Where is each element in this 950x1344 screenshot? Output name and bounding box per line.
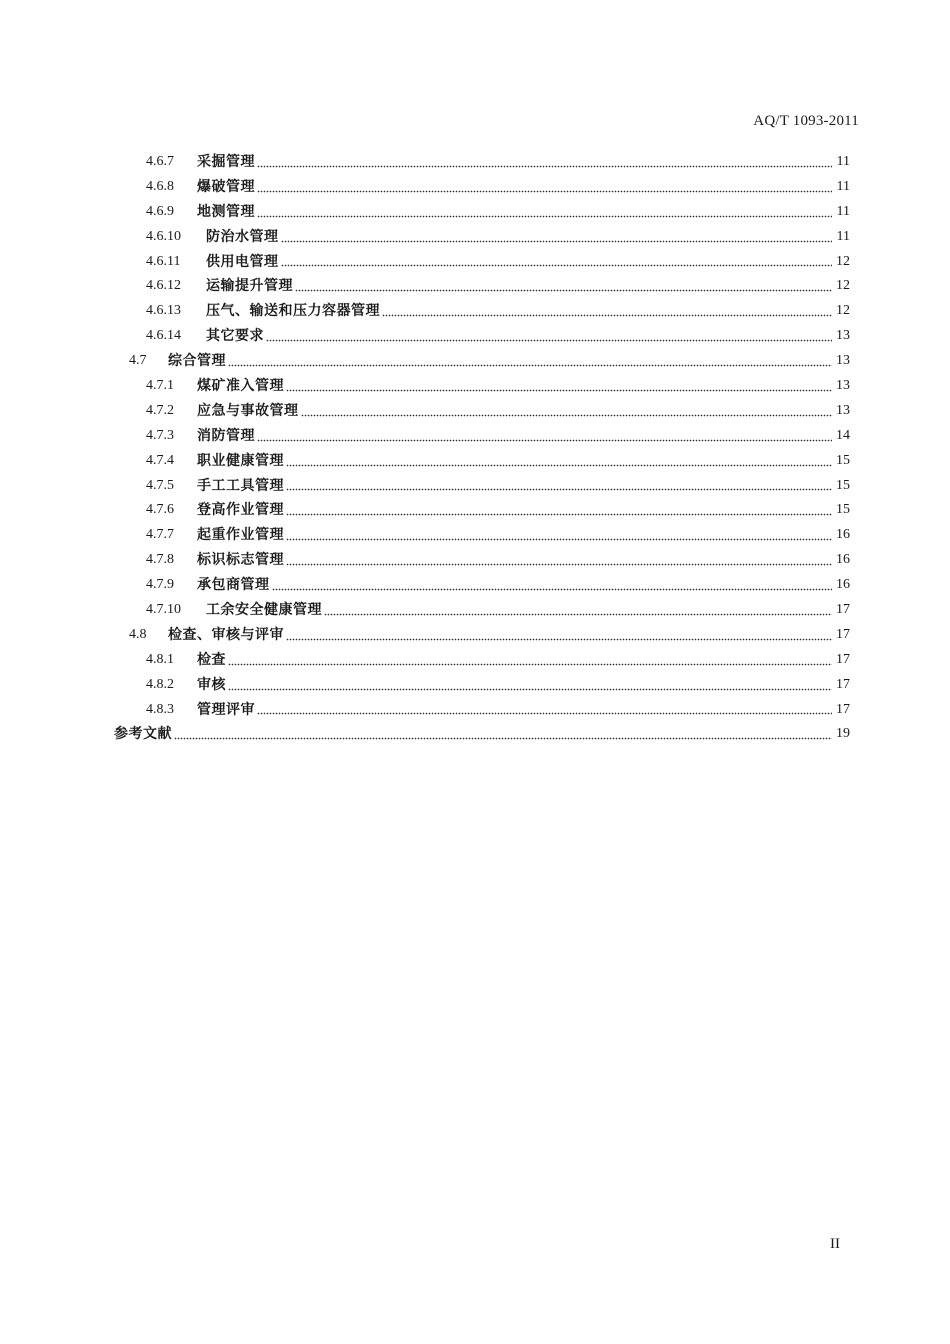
toc-number: 4.8 (129, 626, 147, 642)
toc-dot-leader (286, 382, 832, 392)
toc-dot-leader (286, 457, 832, 467)
toc-title: 检查、审核与评审 (168, 626, 284, 643)
toc-entry-4-7-5[interactable] (0, 474, 950, 499)
toc-title: 供用电管理 (206, 253, 279, 270)
toc-dot-leader (295, 282, 832, 292)
toc-page-number: 17 (836, 602, 850, 618)
toc-title: 运输提升管理 (206, 278, 293, 295)
toc-dot-leader (257, 432, 832, 442)
toc-dot-leader (286, 556, 832, 566)
toc-page-number: 17 (836, 676, 850, 692)
toc-title: 承包商管理 (197, 577, 270, 594)
toc-dot-leader (266, 332, 832, 342)
toc-number: 4.6.14 (146, 328, 181, 344)
toc-number: 4.6.8 (146, 178, 174, 194)
toc-number: 4.7.6 (146, 502, 174, 518)
toc-dot-leader (324, 606, 832, 616)
toc-title: 应急与事故管理 (197, 402, 299, 419)
toc-entry-4-6-12[interactable] (0, 274, 950, 299)
toc-title: 登高作业管理 (197, 502, 284, 519)
toc-number: 4.7.3 (146, 427, 174, 443)
toc-title: 参考文献 (114, 726, 172, 743)
toc-page-number: 12 (836, 278, 850, 294)
toc-entry-4-8-1[interactable] (0, 648, 950, 673)
toc-number: 4.7.4 (146, 452, 174, 468)
toc-title: 审核 (197, 676, 226, 693)
toc-page-number: 14 (836, 427, 850, 443)
toc-title: 管理评审 (197, 701, 255, 718)
toc-title: 职业健康管理 (197, 452, 284, 469)
toc-title: 防治水管理 (206, 228, 279, 245)
toc-page-number: 13 (836, 402, 850, 418)
toc-entry-4-7-9[interactable] (0, 573, 950, 598)
toc-entry-4-6-9[interactable] (0, 200, 950, 225)
toc-page-number: 11 (836, 154, 850, 169)
toc-page-number: 13 (836, 378, 850, 394)
toc-dot-leader (272, 581, 833, 591)
toc-entry-4-7-6[interactable] (0, 498, 950, 523)
toc-dot-leader (286, 531, 832, 541)
table-of-contents (0, 150, 950, 747)
toc-number: 4.6.12 (146, 278, 181, 294)
toc-dot-leader (228, 357, 832, 367)
toc-page-number: 15 (836, 452, 850, 468)
toc-page-number: 17 (836, 626, 850, 642)
toc-entry-4-7[interactable] (0, 349, 950, 374)
toc-page-number: 12 (836, 303, 850, 319)
toc-number: 4.7 (129, 353, 147, 369)
toc-number: 4.6.11 (146, 253, 181, 269)
toc-number: 4.6.7 (146, 154, 174, 169)
toc-page-number: 12 (836, 253, 850, 269)
toc-dot-leader (286, 631, 832, 641)
toc-title: 爆破管理 (197, 178, 255, 195)
toc-number: 4.6.13 (146, 303, 181, 319)
toc-dot-leader (281, 233, 833, 243)
toc-entry-4-6-8[interactable] (0, 175, 950, 200)
toc-number: 4.7.9 (146, 577, 174, 593)
toc-dot-leader (228, 681, 832, 691)
toc-entry-4-7-1[interactable] (0, 374, 950, 399)
toc-number: 4.7.7 (146, 527, 174, 543)
toc-page-number: 16 (836, 527, 850, 543)
toc-dot-leader (257, 183, 832, 193)
toc-entry-4-6-11[interactable] (0, 250, 950, 275)
toc-number: 4.7.8 (146, 552, 174, 568)
toc-entry-references[interactable] (0, 722, 950, 747)
document-code: AQ/T 1093-2011 (753, 113, 859, 129)
toc-title: 检查 (197, 651, 226, 668)
toc-dot-leader (281, 257, 833, 267)
toc-title: 其它要求 (206, 328, 264, 345)
toc-page-number: 17 (836, 651, 850, 667)
toc-number: 4.6.10 (146, 228, 181, 244)
toc-entry-4-8-3[interactable] (0, 698, 950, 723)
toc-number: 4.6.9 (146, 203, 174, 219)
toc-entry-4-7-10[interactable] (0, 598, 950, 623)
toc-title: 地测管理 (197, 203, 255, 220)
toc-entry-4-6-10[interactable] (0, 225, 950, 250)
toc-entry-4-6-14[interactable] (0, 324, 950, 349)
toc-dot-leader (228, 656, 832, 666)
toc-page-number: 11 (836, 228, 850, 244)
toc-number: 4.8.3 (146, 701, 174, 717)
toc-title: 采掘管理 (197, 154, 255, 170)
toc-dot-leader (301, 407, 833, 417)
toc-title: 煤矿准入管理 (197, 378, 284, 395)
toc-entry-4-7-7[interactable] (0, 523, 950, 548)
toc-page-number: 13 (836, 328, 850, 344)
toc-entry-4-7-4[interactable] (0, 449, 950, 474)
toc-dot-leader (257, 208, 832, 218)
toc-page-number: 16 (836, 552, 850, 568)
toc-entry-4-8-2[interactable] (0, 673, 950, 698)
toc-dot-leader (174, 730, 832, 740)
toc-page-number: 16 (836, 577, 850, 593)
toc-title: 手工工具管理 (197, 477, 284, 494)
toc-dot-leader (286, 506, 832, 516)
toc-title: 工余安全健康管理 (206, 602, 322, 619)
toc-title: 压气、输送和压力容器管理 (206, 303, 380, 320)
toc-page-number: 17 (836, 701, 850, 717)
toc-entry-4-6-7[interactable] (0, 150, 950, 175)
toc-number: 4.7.5 (146, 477, 174, 493)
toc-number: 4.8.1 (146, 651, 174, 667)
toc-number: 4.7.1 (146, 378, 174, 394)
toc-page-number: 15 (836, 502, 850, 518)
toc-dot-leader (257, 158, 832, 168)
toc-page-number: 19 (836, 726, 850, 742)
toc-title: 标识标志管理 (197, 552, 284, 569)
toc-dot-leader (382, 307, 832, 317)
toc-entry-4-8[interactable] (0, 623, 950, 648)
toc-number: 4.8.2 (146, 676, 174, 692)
toc-page-number: 13 (836, 353, 850, 369)
toc-entry-4-6-13[interactable] (0, 299, 950, 324)
toc-page-number: 11 (836, 178, 850, 194)
toc-dot-leader (257, 705, 832, 715)
toc-number: 4.7.2 (146, 402, 174, 418)
toc-entry-4-7-8[interactable] (0, 548, 950, 573)
page-number: II (830, 1236, 840, 1252)
toc-entry-4-7-3[interactable] (0, 424, 950, 449)
toc-entry-4-7-2[interactable] (0, 399, 950, 424)
toc-title: 消防管理 (197, 427, 255, 444)
toc-title: 起重作业管理 (197, 527, 284, 544)
toc-title: 综合管理 (168, 353, 226, 370)
toc-number: 4.7.10 (146, 602, 181, 618)
toc-page-number: 11 (836, 203, 850, 219)
toc-page-number: 15 (836, 477, 850, 493)
toc-dot-leader (286, 481, 832, 491)
